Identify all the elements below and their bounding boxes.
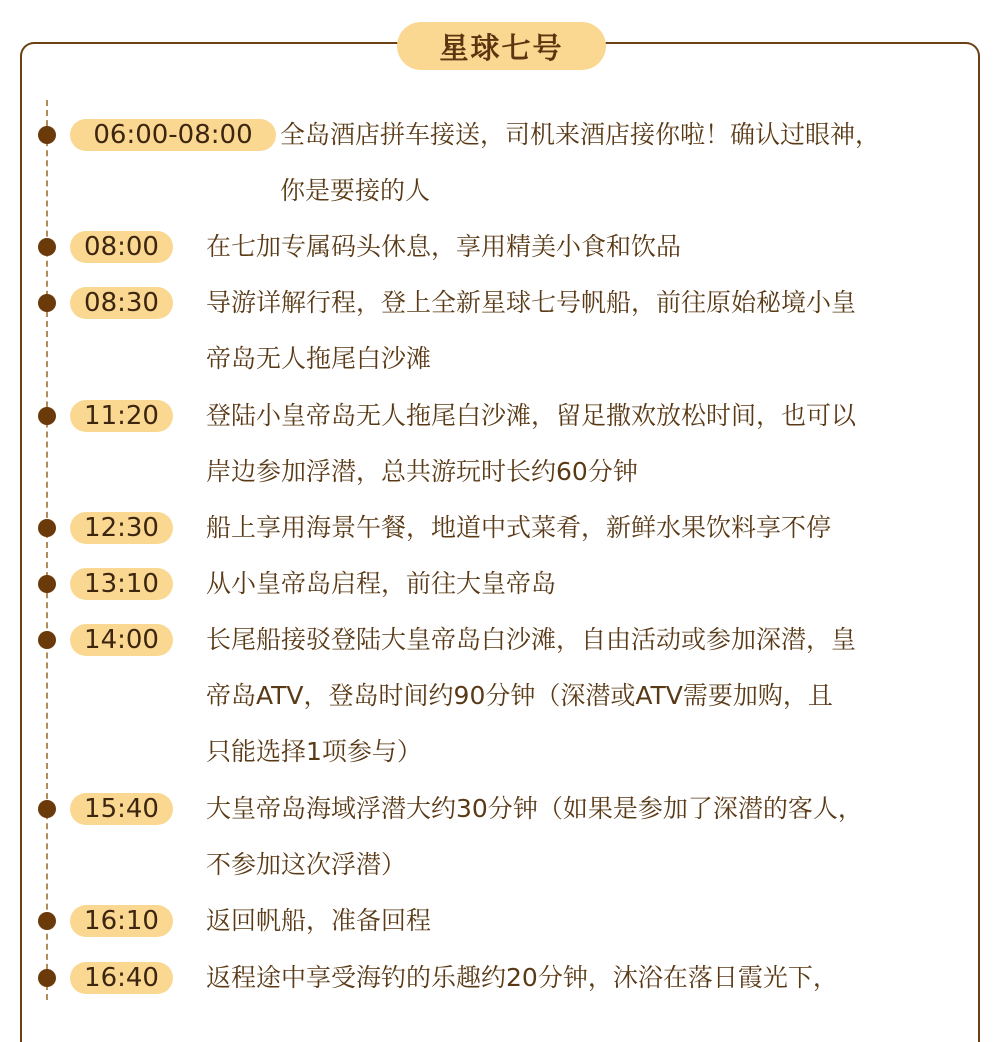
- itinerary-description-line: 从小皇帝岛启程，前往大皇帝岛: [206, 569, 557, 598]
- itinerary-description-line: 登陆小皇帝岛无人拖尾白沙滩，留足撒欢放松时间，也可以: [206, 401, 857, 430]
- timeline-dot: [38, 407, 56, 425]
- timeline-dot: [38, 575, 56, 593]
- time-badge: 06:00-08:00: [70, 119, 276, 151]
- timeline-dot: [38, 800, 56, 818]
- time-badge: 08:00: [70, 231, 173, 263]
- itinerary-description-line: 在七加专属码头休息，享用精美小食和饮品: [206, 232, 682, 261]
- timeline-dot: [38, 126, 56, 144]
- itinerary-description-line: 不参加这次浮潜）: [206, 850, 407, 879]
- timeline-line: [46, 100, 48, 1000]
- time-badge: 13:10: [70, 568, 173, 600]
- timeline-dot: [38, 519, 56, 537]
- itinerary-description-line: 长尾船接驳登陆大皇帝岛白沙滩，自由活动或参加深潜，皇: [206, 625, 857, 654]
- title-badge: [397, 22, 606, 70]
- itinerary-description-line: 大皇帝岛海域浮潜大约30分钟（如果是参加了深潜的客人，: [206, 794, 863, 823]
- itinerary-description-line: 帝岛ATV，登岛时间约90分钟（深潜或ATV需要加购，且: [206, 681, 833, 710]
- timeline-dot: [38, 294, 56, 312]
- itinerary-description-line: 岸边参加浮潜，总共游玩时长约60分钟: [206, 457, 638, 486]
- itinerary-description-line: 全岛酒店拼车接送，司机来酒店接你啦！确认过眼神，: [280, 120, 881, 149]
- time-badge: 08:30: [70, 287, 173, 319]
- itinerary-description-line: 返程途中享受海钓的乐趣约20分钟，沐浴在落日霞光下，: [206, 963, 838, 992]
- itinerary-description-line: 返回帆船，准备回程: [206, 906, 432, 935]
- page-title: 星球七号: [439, 30, 564, 65]
- itinerary-description-line: 你是要接的人: [280, 176, 431, 205]
- itinerary-description-line: 帝岛无人拖尾白沙滩: [206, 344, 432, 373]
- itinerary-description-line: 只能选择1项参与）: [206, 737, 422, 766]
- timeline-dot: [38, 631, 56, 649]
- itinerary-description-line: 船上享用海景午餐，地道中式菜肴，新鲜水果饮料享不停: [206, 513, 832, 542]
- time-badge: 11:20: [70, 400, 173, 432]
- time-badge: 16:40: [70, 962, 173, 994]
- timeline-dot: [38, 238, 56, 256]
- itinerary-description-line: 导游详解行程，登上全新星球七号帆船，前往原始秘境小皇: [206, 288, 857, 317]
- time-badge: 14:00: [70, 624, 173, 656]
- timeline-dot: [38, 969, 56, 987]
- time-badge: 15:40: [70, 793, 173, 825]
- time-badge: 12:30: [70, 512, 173, 544]
- time-badge: 16:10: [70, 905, 173, 937]
- timeline-dot: [38, 912, 56, 930]
